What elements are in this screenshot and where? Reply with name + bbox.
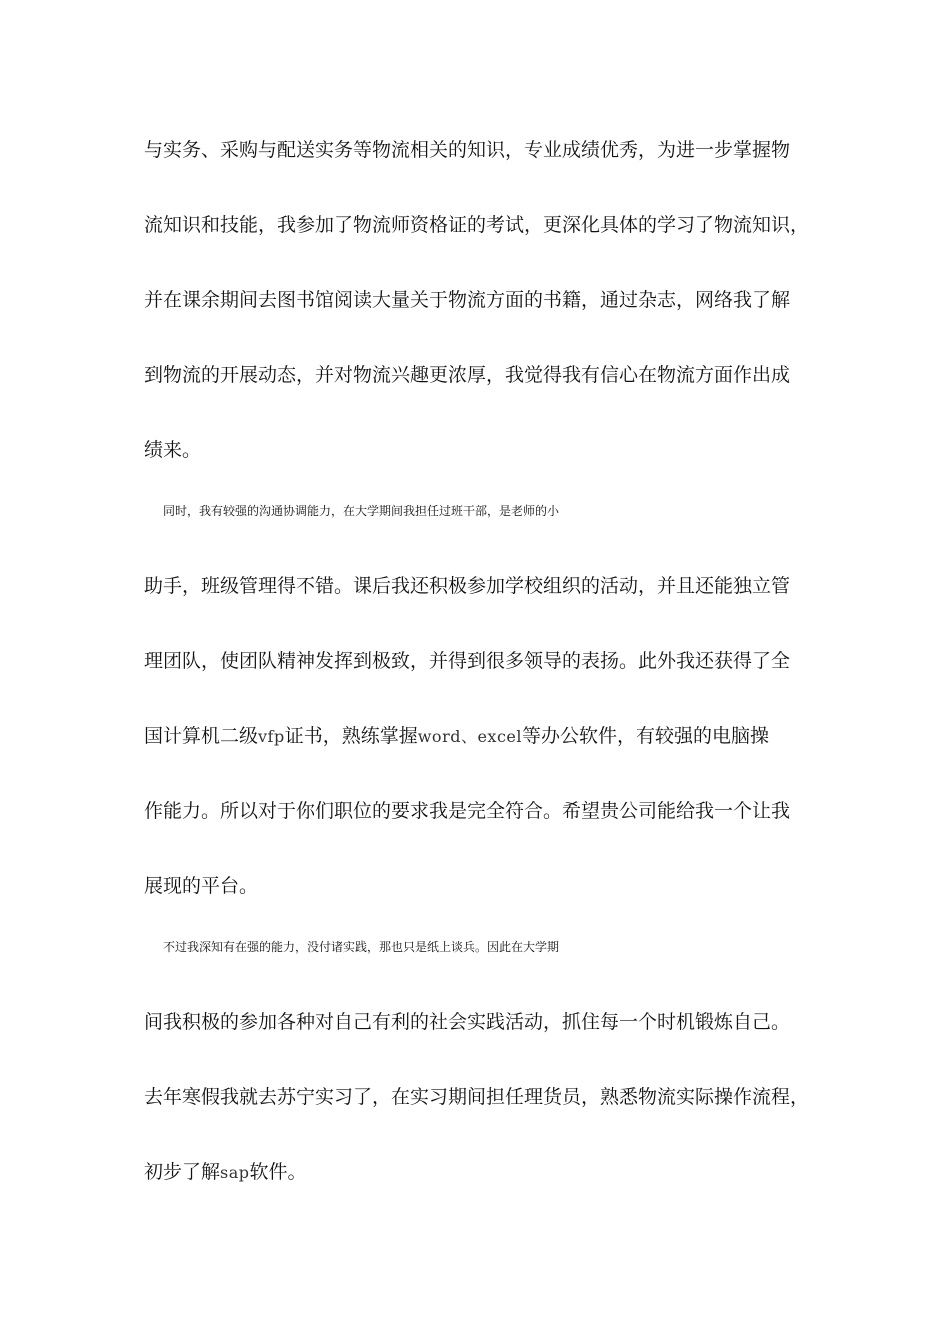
text-segment: 等办公软件，有较强的电脑操 [522, 725, 770, 747]
paragraph-line: 间我积极的参加各种对自己有利的社会实践活动，抓住每一个时机锻炼自己。 [144, 1011, 791, 1033]
paragraph-line: 到物流的开展动态，并对物流兴趣更浓厚，我觉得我有信心在物流方面作出成 [144, 364, 791, 386]
paragraph-line: 与实务、采购与配送实务等物流相关的知识，专业成绩优秀，为进一步掌握物 [144, 139, 791, 161]
paragraph-line: 理团队，使团队精神发挥到极致，并得到很多领导的表扬。此外我还获得了全 [144, 650, 791, 672]
text-segment: 软件。 [249, 1161, 307, 1183]
text-segment-latin: word、excel [417, 727, 522, 746]
paragraph-line: 展现的平台。 [144, 875, 259, 897]
text-segment-latin: vfp [258, 727, 285, 746]
paragraph-line: 作能力。所以对于你们职位的要求我是完全符合。希望贵公司能给我一个让我 [144, 800, 791, 822]
paragraph-line [144, 721, 814, 751]
paragraph-line: 不过我深知有在强的能力，没付诸实践，那也只是纸上谈兵。因此在大学期 [163, 940, 560, 954]
paragraph-line: 去年寒假我就去苏宁实习了，在实习期间担任理货员，熟悉物流实际操作流程， [144, 1086, 810, 1108]
text-segment: 证书，熟练掌握 [284, 725, 418, 747]
paragraph-line: 流知识和技能，我参加了物流师资格证的考试，更深化具体的学习了物流知识， [144, 214, 810, 236]
text-segment: 初步了解 [144, 1161, 221, 1183]
paragraph-line: 助手，班级管理得不错。课后我还积极参加学校组织的活动，并且还能独立管 [144, 575, 791, 597]
paragraph-line: 同时，我有较强的沟通协调能力，在大学期间我担任过班干部，是老师的小 [163, 504, 560, 518]
paragraph-line: 并在课余期间去图书馆阅读大量关于物流方面的书籍，通过杂志，网络我了解 [144, 289, 791, 311]
paragraph-line [144, 1157, 814, 1187]
paragraph-line: 绩来。 [144, 439, 202, 461]
text-segment-latin: sap [220, 1163, 250, 1182]
text-segment: 国计算机二级 [144, 725, 259, 747]
